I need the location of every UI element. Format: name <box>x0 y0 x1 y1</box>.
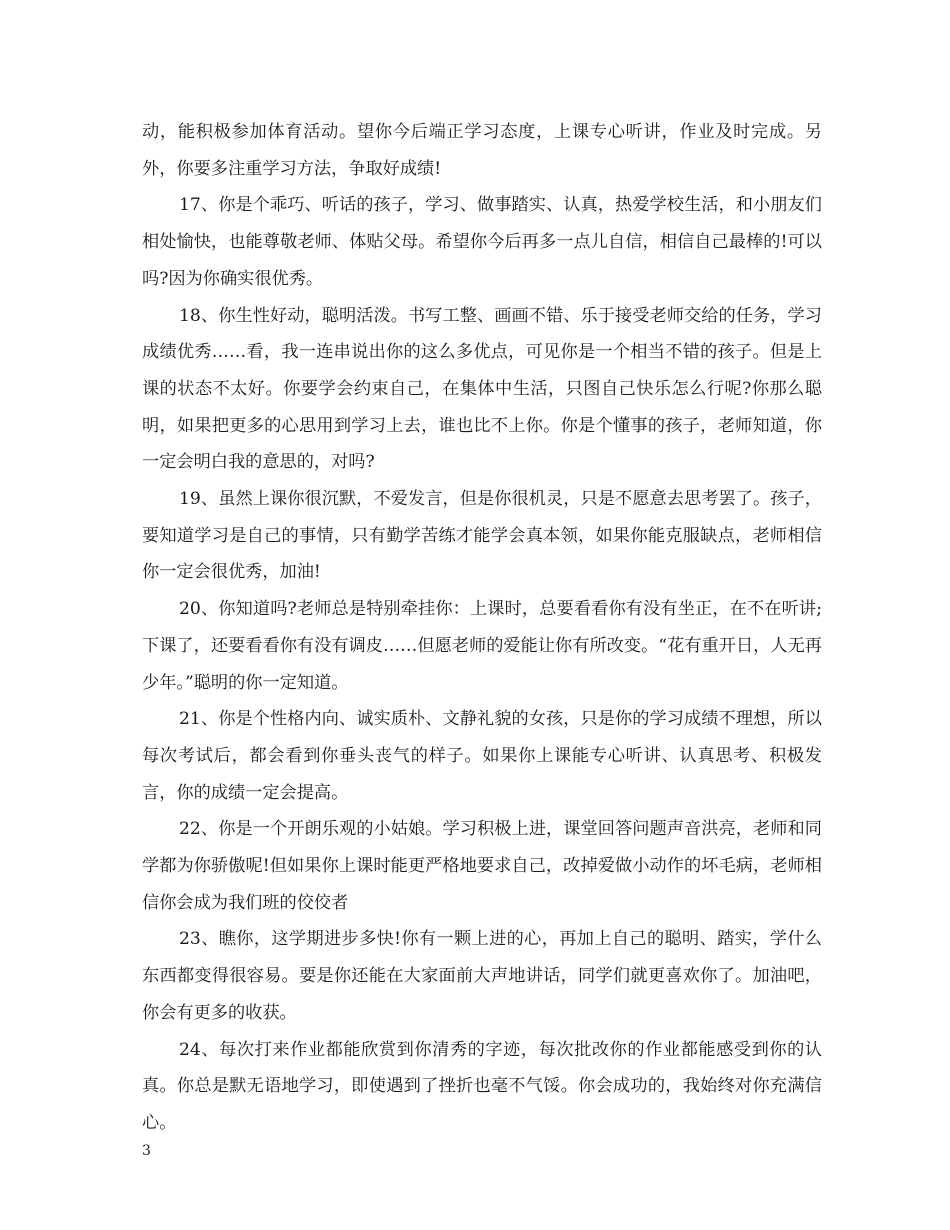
paragraph: 20、你知道吗?老师总是特别牵挂你：上课时，总要看看你有没有坐正，在不在听讲;下课了，还要看看你有没有调皮……但愿老师的爱能让你有所改变。“花有重开日，人无再少年。”聪明的你一定知道。 <box>142 599 822 693</box>
paragraph: 18、你生性好动，聪明活泼。书写工整、画画不错、乐于接受老师交给的任务，学习成绩优秀……看，我一连串说出你的这么多优点，可见你是一个相当不错的孩子。但是上课的状态不太好。你要学会约束自己，在集体中生活，只图自己快乐怎么行呢?你那么聪明，如果把更多的心思用到学习上去，谁也比不上你。你是个懂事的孩子，老师知道，你一定会明白我的意思的，对吗? <box>142 305 822 473</box>
page-number: 3 <box>142 1143 151 1159</box>
paragraph: 24、每次打来作业都能欣赏到你清秀的字迹，每次批改你的作业都能感受到你的认真。你总是默无语地学习，即使遇到了挫折也毫不气馁。你会成功的，我始终对你充满信心。 <box>142 1039 822 1133</box>
paragraph: 动，能积极参加体育活动。望你今后端正学习态度，上课专心听讲，作业及时完成。另外，你要多注重学习方法，争取好成绩! <box>142 122 822 179</box>
paragraph: 17、你是个乖巧、听话的孩子，学习、做事踏实、认真，热爱学校生活，和小朋友们相处愉快，也能尊敬老师、体贴父母。希望你今后再多一点儿自信，相信自己最棒的!可以吗?因为你确实很优秀。 <box>142 195 822 289</box>
paragraph: 22、你是一个开朗乐观的小姑娘。学习积极上进，课堂回答问题声音洪亮，老师和同学都为你骄傲呢!但如果你上课时能更严格地要求自己，改掉爱做小动作的坏毛病，老师相信你会成为我们班的佼佼者 <box>142 819 822 913</box>
paragraph: 21、你是个性格内向、诚实质朴、文静礼貌的女孩，只是你的学习成绩不理想，所以每次考试后，都会看到你垂头丧气的样子。如果你上课能专心听讲、认真思考、积极发言，你的成绩一定会提高。 <box>142 709 822 803</box>
document-body <box>142 114 822 1142</box>
paragraph: 23、瞧你，这学期进步多快!你有一颗上进的心，再加上自己的聪明、踏实，学什么东西都变得很容易。要是你还能在大家面前大声地讲话，同学们就更喜欢你了。加油吧，你会有更多的收获。 <box>142 929 822 1023</box>
paragraph: 19、虽然上课你很沉默，不爱发言，但是你很机灵，只是不愿意去思考罢了。孩子，要知道学习是自己的事情，只有勤学苦练才能学会真本领，如果你能克服缺点，老师相信你一定会很优秀，加油! <box>142 489 822 583</box>
